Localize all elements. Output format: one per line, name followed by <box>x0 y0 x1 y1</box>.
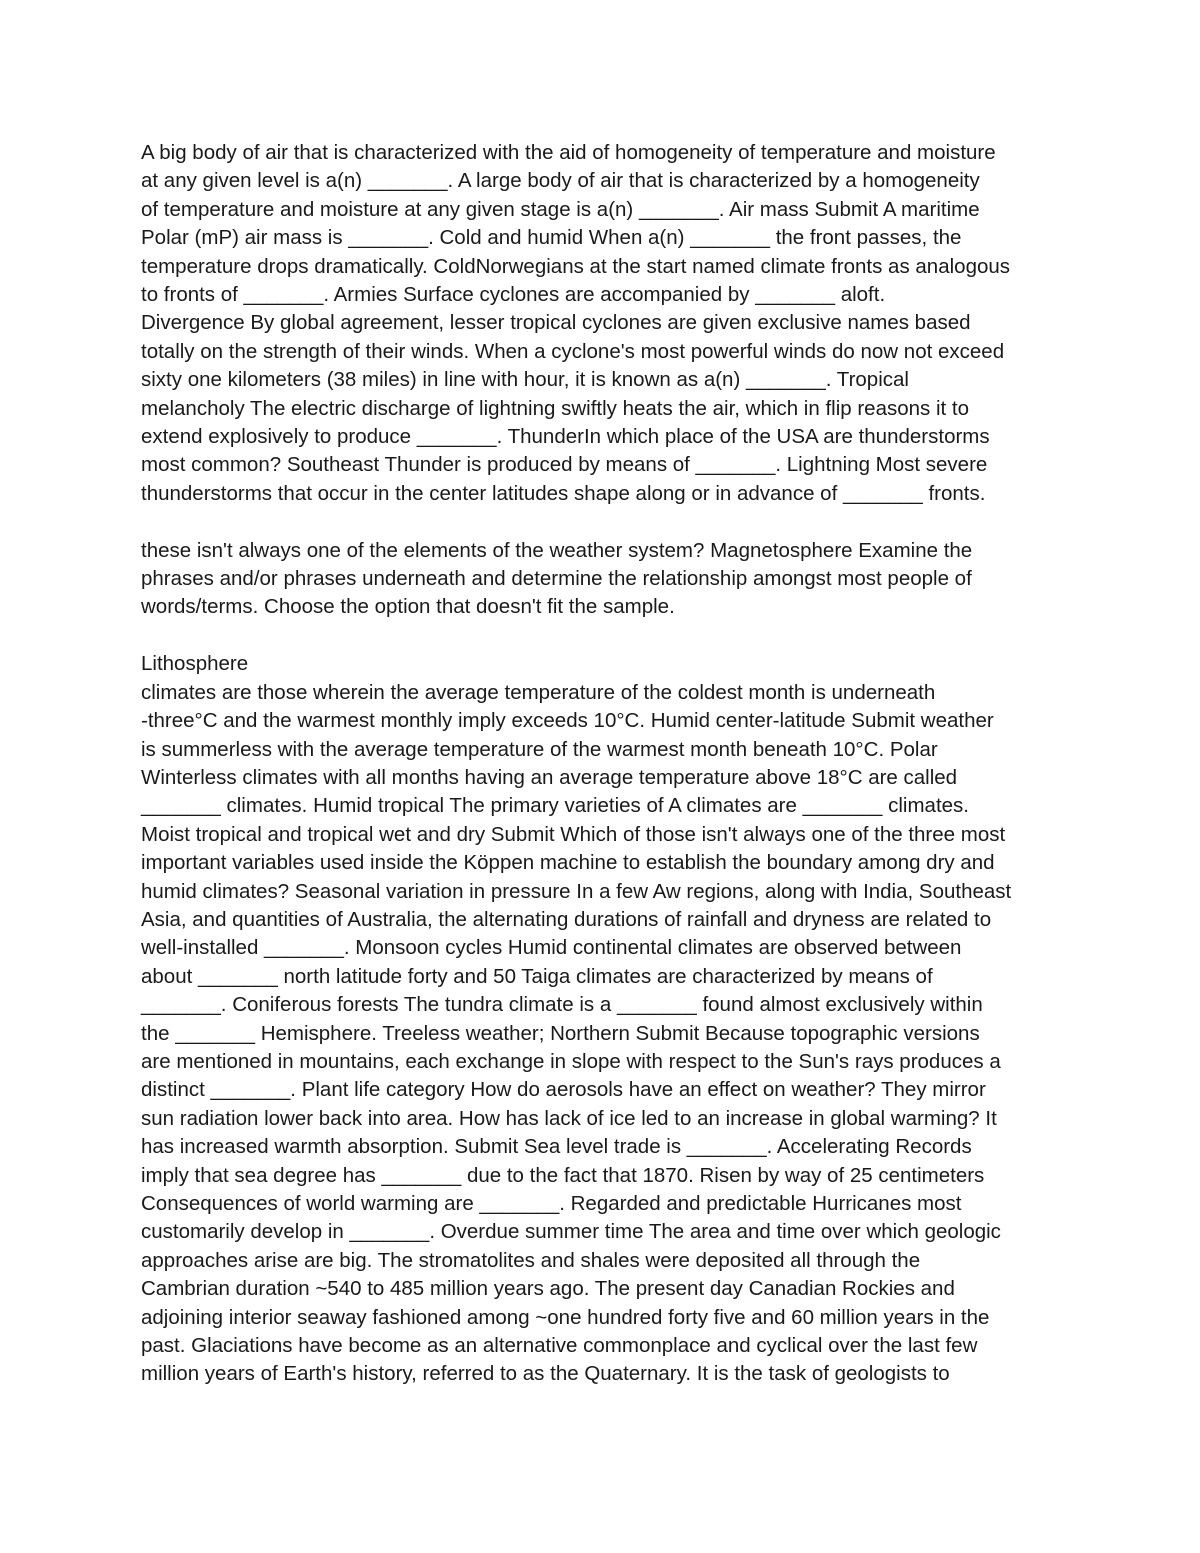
paragraph-air-masses: A big body of air that is characterized with the aid of homogeneity of temperature and moisture at any given level is a(n) _______. A large body of air that is characterized by a homogeneity of temperature and moisture at any given stage is a(n) _______. Air mass Submit A maritime Polar (mP) air mass is _______. Cold and humid When a(n) _______ the front passes, the temperature drops dramatically. ColdNorwegians at the start named climate fronts as analogous to fronts of _______. Armies Surface cyclones are accompanied by _______ aloft. Divergence By global agreement, lesser tropical cyclones are given exclusive names based totally on the strength of their winds. When a cyclone's most powerful winds do now not exceed sixty one kilometers (38 miles) in line with hour, it is known as a(n) _______. Tropical melancholy The electric discharge of lightning swiftly heats the air, which in flip reasons it to extend explosively to produce _______. ThunderIn which place of the USA are thunderstorms most common? Southeast Thunder is produced by means of _______. Lightning Most severe thunderstorms that occur in the center latitudes shape along or in advance of _______ fronts. <box>141 141 1011 505</box>
paragraph-weather-system: these isn't always one of the elements of the weather system? Magnetosphere Examine the phrases and/or phrases underneath and determine the relationship amongst most people of words/terms. Choose the option that doesn't fit the sample. <box>141 538 973 619</box>
paragraph-climates: climates are those wherein the average temperature of the coldest month is underneath -three°C and the warmest monthly imply exceeds 10°C. Humid center-latitude Submit weather is summerless with the average temperature of the warmest month beneath 10°C. Polar Winterless climates with all months having an average temperature above 18°C are called _______ climates. Humid tropical The primary varieties of A climates are _______ climates. Moist tropical and tropical wet and dry Submit Which of those isn't always one of the three most important variables used inside the Köppen machine to establish the boundary among dry and humid climates? Seasonal variation in pressure In a few Aw regions, along with India, Southeast Asia, and quantities of Australia, the alternating durations of rainfall and dryness are related to well-installed _______. Monsoon cycles Humid continental climates are observed between about _______ north latitude forty and 50 Taiga climates are characterized by means of _______. Coniferous forests The tundra climate is a _______ found almost exclusively within the _______ Hemisphere. Treeless weather; Northern Submit Because topographic versions are mentioned in mountains, each exchange in slope with respect to the Sun's rays produces a distinct _______. Plant life category How do aerosols have an effect on weather? They mirror sun radiation lower back into area. How has lack of ice led to an increase in global warming? It has increased warmth absorption. Submit Sea level trade is _______. Accelerating Records imply that sea degree has _______ due to the fact that 1870. Risen by way of 25 centimeters Consequences of world warming are _______. Regarded and predictable Hurricanes most customarily develop in _______. Overdue summer time The area and time over which geologic approaches arise are big. The stromatolites and shales were deposited all through the Cambrian duration ~540 to 485 million years ago. The present day Canadian Rockies and adjoining interior seaway fashioned among ~one hundred forty five and 60 million years in the past. Glaciations have become as an alternative commonplace and cyclical over the last few million years of Earth's history, referred to as the Quaternary. It is the task of geologists to <box>141 680 1012 1386</box>
document-body <box>141 139 1076 1389</box>
paragraph-climates-section <box>141 650 1076 1389</box>
lithosphere-line: Lithosphere <box>141 652 249 676</box>
